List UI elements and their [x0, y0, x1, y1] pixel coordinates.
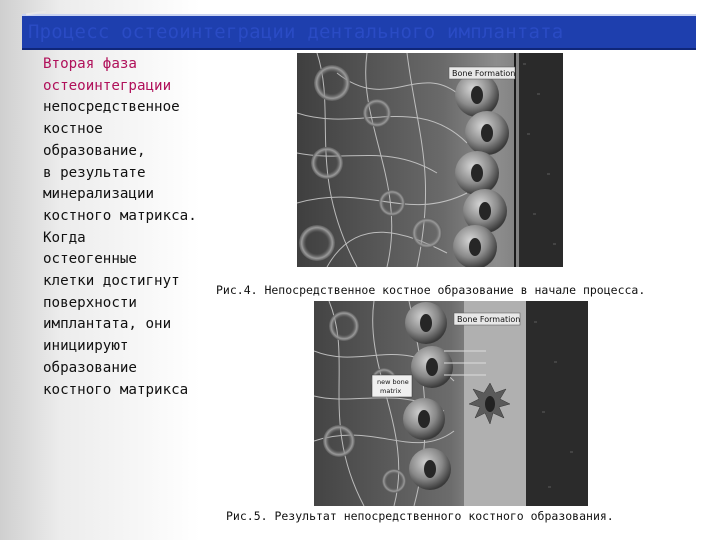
body-line-4: в результате	[43, 164, 146, 181]
body-line-2: костное	[43, 121, 103, 138]
title-bar	[22, 14, 696, 50]
figure-5-image	[314, 301, 588, 506]
body-line-7: Когда	[43, 229, 86, 246]
figure-5-inset-label-line-2: matrix	[380, 387, 402, 395]
figure-4-caption: Рис.4. Непосредственное костное образование в начале процесса.	[216, 283, 646, 297]
figure-5-label: Bone Formation	[457, 315, 521, 324]
body-line-10: поверхности	[43, 294, 137, 311]
slide-title: Процесс остеоинтеграции дентального имплантата	[28, 21, 564, 43]
title-decoration	[26, 11, 46, 16]
figure-5-inset-label-line-1: new bone	[377, 378, 409, 386]
body-line-6: костного матрикса.	[43, 207, 197, 224]
description-text	[43, 54, 218, 401]
heading-line-2: остеоинтеграции	[43, 77, 172, 94]
body-line-13: образование	[43, 359, 137, 376]
heading-line-1: Вторая фаза	[43, 56, 137, 72]
body-line-5: минерализации	[43, 186, 155, 203]
figure-4-label: Bone Formation	[452, 69, 516, 78]
body-line-12: инициируют	[43, 338, 129, 355]
body-line-1: непосредственное	[43, 99, 180, 116]
body-line-8: остеогенные	[43, 251, 137, 268]
figure-5-caption: Рис.5. Результат непосредственного костного образования.	[226, 509, 614, 523]
body-line-9: клетки достигнут	[43, 273, 180, 290]
body-line-3: образование,	[43, 142, 146, 159]
figure-4-image	[297, 53, 563, 267]
body-line-11: имплантата, они	[43, 316, 172, 333]
body-line-14: костного матрикса	[43, 381, 189, 398]
